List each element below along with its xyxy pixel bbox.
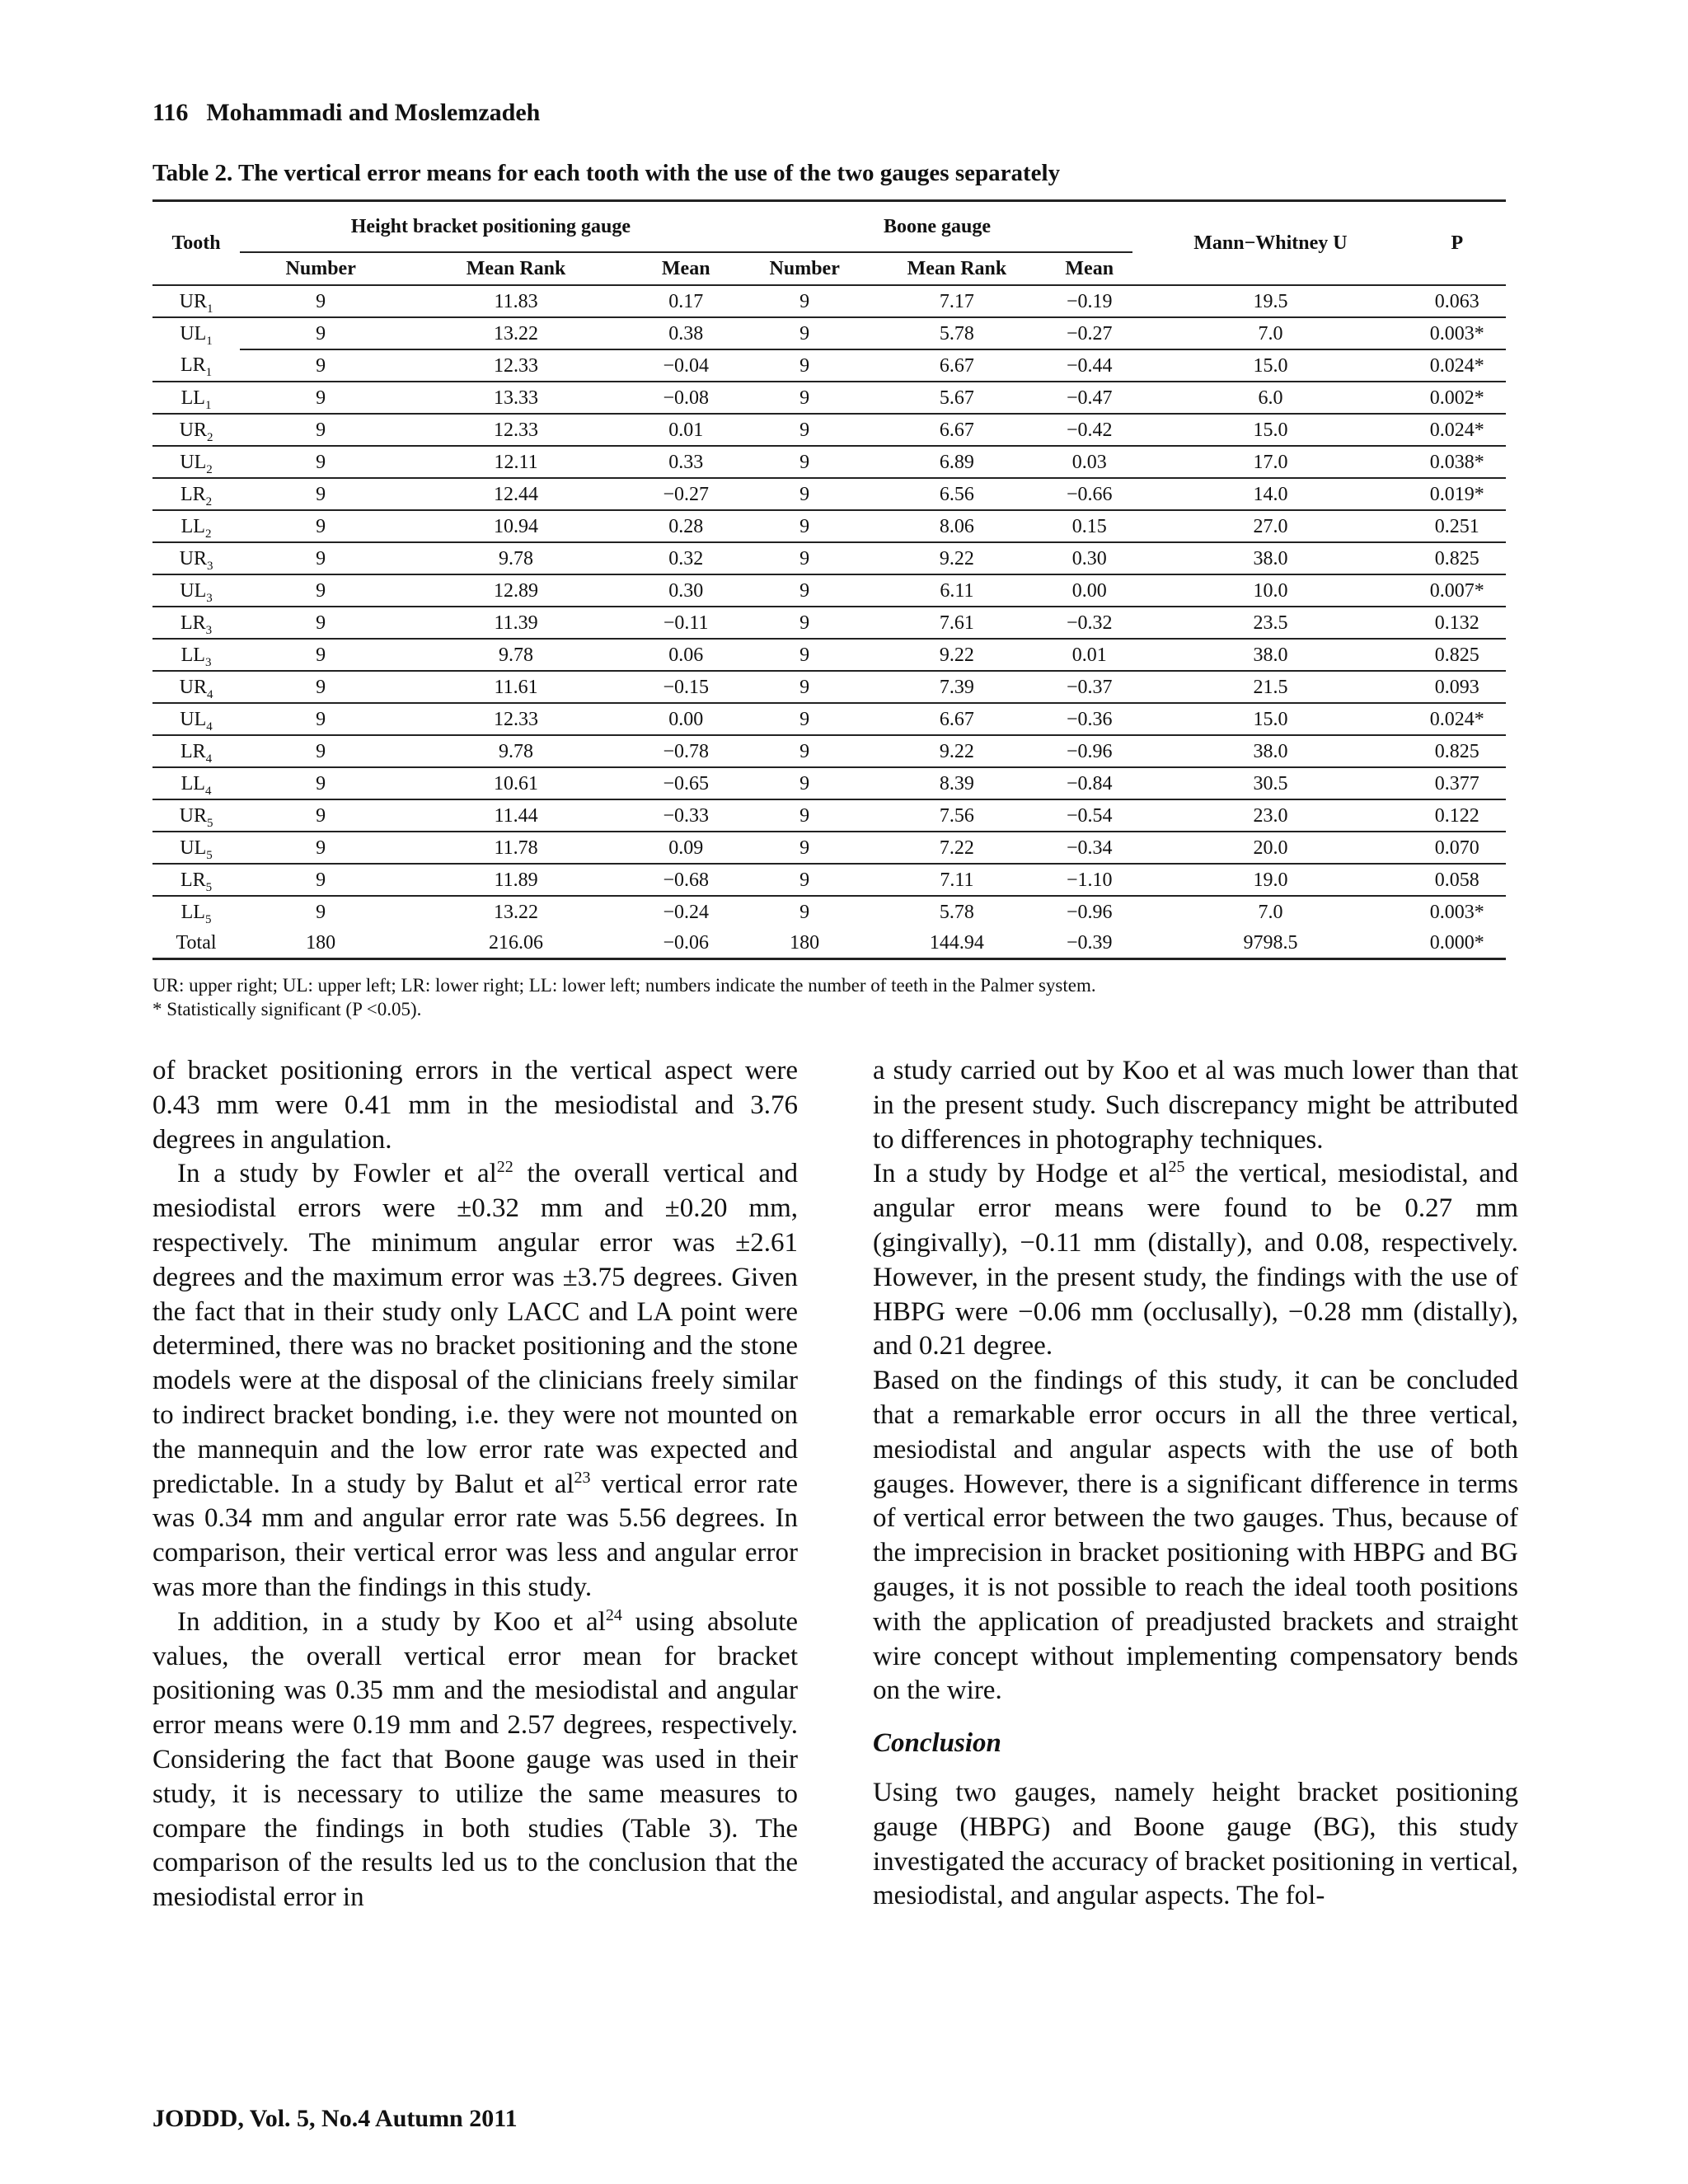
table-row [152, 607, 1506, 639]
cell-u: 17.0 [1132, 446, 1408, 478]
group-hbpg: Height bracket positioning gauge [240, 201, 742, 253]
cell-m2: −0.39 [1066, 931, 1113, 954]
citation-ref: 23 [574, 1468, 591, 1487]
cell-p: 0.003* [1409, 896, 1506, 927]
cell-u: 10.0 [1132, 574, 1408, 607]
cell-mr1: 11.78 [401, 832, 631, 864]
cell-mr1: 9.78 [401, 542, 631, 574]
cell-tooth [152, 285, 240, 317]
cell-m1: −0.78 [631, 735, 742, 767]
table-row [152, 574, 1506, 607]
cell-mr1: 13.33 [401, 382, 631, 414]
tooth-label: UL [180, 451, 207, 473]
cell-mr1: 11.89 [401, 864, 631, 896]
cell-mr2: 9.22 [868, 542, 1046, 574]
text-run: vertical error rate was 0.34 mm and angular error rate was 5.56 degrees. In comparison, their vertical error was less and angular error was more than the findings in this study. [152, 1469, 798, 1602]
cell-n2: 9 [742, 382, 868, 414]
cell-m1: −0.24 [631, 896, 742, 927]
cell-p: 0.063 [1409, 285, 1506, 317]
cell-mr1: 12.33 [401, 349, 631, 382]
cell-mr2: 6.89 [868, 446, 1046, 478]
col-mean: Mean [1065, 258, 1114, 279]
cell-tooth [152, 414, 240, 446]
cell-m2: −0.47 [1046, 382, 1132, 414]
cell-tooth [152, 542, 240, 574]
cell-m2: 0.03 [1046, 446, 1132, 478]
col-mwu: Mann−Whitney U [1193, 232, 1348, 254]
cell-n1: 9 [240, 317, 401, 349]
cell-mr1: 11.83 [401, 285, 631, 317]
cell-n1: 9 [240, 767, 401, 799]
cell-tooth [152, 864, 240, 896]
conclusion-text: Using two gauges, namely height bracket positioning gauge (HBPG) and Boone gauge (BG), this study investigated the accuracy of bracket positioning in vertical, mesiodistal, and angular aspects. The fol- [873, 1777, 1518, 1911]
cell-m1: 0.32 [631, 542, 742, 574]
cell-n2: 9 [742, 574, 868, 607]
table-row [152, 767, 1506, 799]
cell-n2: 9 [742, 832, 868, 864]
cell-u: 23.0 [1132, 799, 1408, 832]
cell-n2: 9 [742, 864, 868, 896]
cell-p: 0.007* [1409, 574, 1506, 607]
cell-m2: −0.84 [1046, 767, 1132, 799]
cell-m1: 0.17 [631, 285, 742, 317]
cell-m2: −0.19 [1046, 285, 1132, 317]
cell-p: 0.825 [1409, 639, 1506, 671]
tooth-number: 4 [205, 752, 213, 766]
tooth-label: UL [180, 579, 207, 602]
cell-tooth [152, 607, 240, 639]
paragraph [152, 1157, 798, 1605]
cell-m1: 0.30 [631, 574, 742, 607]
tooth-number: 3 [206, 559, 213, 573]
tooth-number: 4 [204, 784, 212, 798]
cell-mr1: 10.94 [401, 510, 631, 542]
cell-m1: −0.04 [631, 349, 742, 382]
cell-p: 0.019* [1409, 478, 1506, 510]
cell-m2: −0.36 [1046, 703, 1132, 735]
table-row [152, 864, 1506, 896]
cell-m1: −0.11 [631, 607, 742, 639]
cell-mr1: 9.78 [401, 639, 631, 671]
tooth-number: 2 [204, 527, 212, 541]
cell-n1: 9 [240, 607, 401, 639]
cell-m1: −0.65 [631, 767, 742, 799]
results-table [152, 199, 1506, 960]
cell-n2: 9 [742, 542, 868, 574]
cell-u: 7.0 [1132, 896, 1408, 927]
cell-m2: −1.10 [1046, 864, 1132, 896]
cell-m2: 0.00 [1046, 574, 1132, 607]
cell-mr1: 12.44 [401, 478, 631, 510]
cell-mr2: 6.67 [868, 349, 1046, 382]
citation-ref: 22 [496, 1158, 513, 1177]
cell-m2: −0.54 [1046, 799, 1132, 832]
cell-n1: 9 [240, 574, 401, 607]
tooth-label: LL [181, 644, 205, 666]
cell-tooth [152, 735, 240, 767]
cell-n1: 9 [240, 349, 401, 382]
table-row [152, 478, 1506, 510]
tooth-label: LL [181, 515, 205, 537]
cell-tooth [152, 317, 240, 349]
tooth-label: UL [180, 708, 207, 730]
cell-n2: 9 [742, 414, 868, 446]
table-row [152, 414, 1506, 446]
cell-m2: −0.34 [1046, 832, 1132, 864]
cell-mr2: 7.56 [868, 799, 1046, 832]
table-row [152, 317, 1506, 349]
cell-p: 0.825 [1409, 735, 1506, 767]
cell-tooth [152, 639, 240, 671]
table-row [152, 349, 1506, 382]
cell-u: 20.0 [1132, 832, 1408, 864]
cell-tooth [152, 832, 240, 864]
cell-n2: 9 [742, 607, 868, 639]
cell-m1: 0.00 [631, 703, 742, 735]
cell-u: 9798.5 [1243, 931, 1298, 954]
cell-mr2: 5.67 [868, 382, 1046, 414]
cell-u: 15.0 [1132, 703, 1408, 735]
cell-mr2: 7.17 [868, 285, 1046, 317]
cell-n2: 9 [742, 510, 868, 542]
cell-tooth [152, 799, 240, 832]
cell-m2: 0.30 [1046, 542, 1132, 574]
cell-p: 0.024* [1409, 703, 1506, 735]
cell-mr1: 12.33 [401, 414, 631, 446]
cell-n2: 9 [742, 671, 868, 703]
table-row [152, 639, 1506, 671]
cell-n2: 9 [742, 317, 868, 349]
group-boone: Boone gauge [742, 201, 1133, 253]
cell-p: 0.251 [1409, 510, 1506, 542]
text-run: In a study by Hodge et al [873, 1159, 1169, 1189]
cell-p: 0.024* [1409, 349, 1506, 382]
cell-mr1: 13.22 [401, 317, 631, 349]
cell-mr2: 6.67 [868, 414, 1046, 446]
cell-u: 6.0 [1132, 382, 1408, 414]
cell-p: 0.003* [1409, 317, 1506, 349]
tooth-label: LR [180, 740, 206, 762]
body-columns [152, 1054, 1518, 1915]
cell-u: 15.0 [1132, 349, 1408, 382]
running-header [152, 97, 1518, 129]
cell-m1: 0.06 [631, 639, 742, 671]
cell-mr2: 7.22 [868, 832, 1046, 864]
cell-tooth [152, 349, 240, 382]
cell-mr1: 11.44 [401, 799, 631, 832]
cell-mr2: 7.11 [868, 864, 1046, 896]
cell-tooth [152, 382, 240, 414]
conclusion-heading: Conclusion [873, 1728, 1001, 1759]
cell-n2: 9 [742, 446, 868, 478]
cell-m1: 0.09 [631, 832, 742, 864]
cell-mr2: 8.06 [868, 510, 1046, 542]
cell-p: 0.038* [1409, 446, 1506, 478]
tooth-label: LR [180, 869, 206, 891]
tooth-number: 5 [205, 880, 213, 894]
cell-tooth [152, 446, 240, 478]
tooth-number: 1 [206, 302, 213, 316]
tooth-number: 2 [206, 430, 213, 444]
text-run: In addition, in a study by Koo et al [177, 1606, 606, 1637]
cell-n1: 9 [240, 671, 401, 703]
cell-u: 30.5 [1132, 767, 1408, 799]
cell-u: 38.0 [1132, 542, 1408, 574]
cell-mr2: 5.78 [868, 317, 1046, 349]
journal-footer: JODDD, Vol. 5, No.4 Autumn 2011 [152, 2105, 518, 2132]
cell-m2: 0.01 [1046, 639, 1132, 671]
cell-tooth [152, 703, 240, 735]
footnote-abbrev: UR: upper right; UL: upper left; LR: lower right; LL: lower left; numbers indicate the number of teeth in the Palmer system. [152, 975, 1096, 996]
page-number: 116 [152, 99, 189, 126]
tooth-number: 4 [206, 719, 213, 733]
cell-u: 19.0 [1132, 864, 1408, 896]
tooth-label: LL [181, 901, 205, 923]
cell-mr1: 10.61 [401, 767, 631, 799]
col-p: P [1451, 232, 1464, 254]
table-row [152, 735, 1506, 767]
cell-u: 7.0 [1132, 317, 1408, 349]
cell-u: 38.0 [1132, 639, 1408, 671]
text-run: using absolute values, the overall vertical error mean for bracket positioning was 0.35 mm and the mesiodistal and angular error means were 0.19 mm and 2.57 degrees, respectively. Considering the fact that Boone gauge was used in their study, it is necessary to utilize the same measures to compare the findings in both studies (Table 3). The comparison of the results led us to the conclusion that the mesiodistal error in [152, 1606, 798, 1913]
cell-n1: 9 [240, 285, 401, 317]
cell-n1: 9 [240, 896, 401, 927]
cell-m1: −0.15 [631, 671, 742, 703]
col-tooth: Tooth [171, 232, 221, 254]
cell-n1: 9 [240, 446, 401, 478]
cell-n1: 9 [240, 703, 401, 735]
tooth-label: UR [179, 547, 207, 569]
cell-mr1: 216.06 [489, 931, 544, 954]
cell-n1: 9 [240, 735, 401, 767]
cell-n1: 9 [240, 414, 401, 446]
cell-u: 27.0 [1132, 510, 1408, 542]
cell-m1: −0.27 [631, 478, 742, 510]
tooth-label: UL [180, 837, 207, 859]
cell-m2: −0.42 [1046, 414, 1132, 446]
cell-n2: 9 [742, 349, 868, 382]
cell-m1: −0.68 [631, 864, 742, 896]
cell-p: 0.058 [1409, 864, 1506, 896]
cell-m1: −0.08 [631, 382, 742, 414]
cell-tooth [152, 767, 240, 799]
tooth-label: UR [179, 676, 207, 698]
cell-mr2: 6.11 [868, 574, 1046, 607]
table-row [152, 703, 1506, 735]
cell-mr1: 13.22 [401, 896, 631, 927]
tooth-label: UR [179, 419, 207, 441]
cell-p: 0.093 [1409, 671, 1506, 703]
cell-n1: 9 [240, 864, 401, 896]
cell-mr2: 9.22 [868, 639, 1046, 671]
cell-m2: −0.66 [1046, 478, 1132, 510]
tooth-label: LL [181, 772, 205, 794]
table-row [152, 896, 1506, 927]
cell-n2: 9 [742, 799, 868, 832]
text-run: the overall vertical and mesiodistal errors were ±0.32 mm and ±0.20 mm, respectively. The minimum angular error was ±2.61 degrees and the maximum error was ±3.75 degrees. Given the fact that in their study only LACC and LA point were determined, there was no bracket positioning and the stone models were at the disposal of the clinicians freely similar to indirect bracket bonding, i.e. they were not mounted on the mannequin and the low error rate was expected and predictable. In a study by Balut et al [152, 1159, 798, 1499]
cell-n2: 9 [742, 639, 868, 671]
cell-tooth [152, 671, 240, 703]
tooth-number: 1 [205, 365, 213, 379]
cell-m1: −0.33 [631, 799, 742, 832]
cell-mr1: 11.61 [401, 671, 631, 703]
text-run: of bracket positioning errors in the vertical aspect were 0.43 mm were 0.41 mm in the mesiodistal and 3.76 degrees in angulation. [152, 1056, 798, 1155]
cell-mr1: 9.78 [401, 735, 631, 767]
cell-n2: 9 [742, 285, 868, 317]
tooth-number: 5 [206, 816, 213, 830]
cell-m2: −0.32 [1046, 607, 1132, 639]
left-column [152, 1054, 798, 1915]
tooth-number: 5 [204, 912, 212, 926]
citation-ref: 25 [1168, 1158, 1185, 1177]
cell-mr1: 12.89 [401, 574, 631, 607]
tooth-label: LR [180, 483, 206, 505]
table-row [152, 542, 1506, 574]
tooth-number: 3 [205, 623, 213, 637]
cell-mr2: 6.56 [868, 478, 1046, 510]
cell-mr2: 5.78 [868, 896, 1046, 927]
tooth-number: 2 [206, 462, 213, 476]
text-run: a study carried out by Koo et al was much lower than that in the present study. Such discrepancy might be attributed to differences in photography techniques. [873, 1056, 1518, 1155]
citation-ref: 24 [605, 1605, 622, 1624]
cell-m2: 0.15 [1046, 510, 1132, 542]
cell-p: 0.122 [1409, 799, 1506, 832]
paragraph [152, 1605, 798, 1915]
paragraph [873, 1157, 1518, 1364]
cell-n2: 9 [742, 767, 868, 799]
table-row [152, 382, 1506, 414]
table-row [152, 510, 1506, 542]
cell-u: 21.5 [1132, 671, 1408, 703]
cell-mr1: 11.39 [401, 607, 631, 639]
cell-mr1: 12.33 [401, 703, 631, 735]
tooth-number: 3 [204, 655, 212, 669]
cell-m1: 0.33 [631, 446, 742, 478]
cell-u: 23.5 [1132, 607, 1408, 639]
text-run: In a study by Fowler et al [177, 1159, 497, 1189]
table-title: Table 2. The vertical error means for each tooth with the use of the two gauges separately [152, 160, 1061, 186]
cell-m1: 0.38 [631, 317, 742, 349]
authors: Mohammadi and Moslemzadeh [206, 99, 541, 126]
table-row [152, 799, 1506, 832]
cell-p: 0.825 [1409, 542, 1506, 574]
tooth-label: LL [181, 387, 205, 409]
cell-n1: 9 [240, 799, 401, 832]
tooth-number: 4 [206, 687, 213, 701]
cell-p: 0.024* [1409, 414, 1506, 446]
cell-n2: 9 [742, 735, 868, 767]
cell-m2: −0.37 [1046, 671, 1132, 703]
tooth-number: 2 [205, 494, 213, 509]
cell-n2: 9 [742, 478, 868, 510]
col-number: Number [769, 258, 840, 279]
cell-m2: −0.96 [1046, 735, 1132, 767]
cell-p: 0.000* [1429, 931, 1484, 954]
cell-n1: 9 [240, 832, 401, 864]
cell-m2: −0.44 [1046, 349, 1132, 382]
table-row [152, 285, 1506, 317]
cell-mr2: 9.22 [868, 735, 1046, 767]
tooth-number: 1 [206, 334, 213, 348]
cell-p: 0.002* [1409, 382, 1506, 414]
cell-n1: 180 [306, 931, 336, 954]
tooth-label: UL [180, 323, 207, 344]
table-row [152, 671, 1506, 703]
tooth-number: 3 [206, 591, 213, 605]
cell-n2: 9 [742, 896, 868, 927]
tooth-label: UR [179, 290, 207, 312]
cell-u: 14.0 [1132, 478, 1408, 510]
cell-mr2: 8.39 [868, 767, 1046, 799]
cell-p: 0.070 [1409, 832, 1506, 864]
cell-u: 15.0 [1132, 414, 1408, 446]
cell-tooth [152, 510, 240, 542]
cell-m1: −0.06 [663, 931, 709, 954]
cell-tooth [152, 574, 240, 607]
table-row [152, 927, 1506, 959]
tooth-label: LR [180, 354, 206, 376]
col-mean-rank: Mean Rank [466, 258, 566, 279]
cell-m1: 0.28 [631, 510, 742, 542]
cell-m2: −0.27 [1046, 317, 1132, 349]
cell-tooth [152, 896, 240, 927]
cell-tooth [152, 927, 240, 959]
cell-n1: 9 [240, 542, 401, 574]
text-run: Based on the findings of this study, it can be concluded that a remarkable error occurs in all the three vertical, mesiodistal and angular aspects with the use of both gauges. However, there is a significant difference in terms of vertical error between the two gauges. Thus, because of the imprecision in bracket positioning with HBPG and BG gauges, it is not possible to reach the ideal tooth positions with the application of preadjusted brackets and straight wire concept without implementing compensatory bends on the wire. [873, 1366, 1518, 1706]
cell-n1: 9 [240, 382, 401, 414]
col-mean-rank: Mean Rank [907, 258, 1007, 279]
right-column [873, 1054, 1518, 1915]
cell-n2: 180 [790, 931, 820, 954]
cell-u: 19.5 [1132, 285, 1408, 317]
col-mean: Mean [661, 258, 710, 279]
cell-m1: 0.01 [631, 414, 742, 446]
cell-m2: −0.96 [1046, 896, 1132, 927]
cell-mr2: 144.94 [929, 931, 984, 954]
table-row [152, 832, 1506, 864]
cell-n2: 9 [742, 703, 868, 735]
cell-tooth [152, 478, 240, 510]
table-row [152, 446, 1506, 478]
col-number: Number [285, 258, 356, 279]
cell-n1: 9 [240, 478, 401, 510]
cell-mr2: 6.67 [868, 703, 1046, 735]
cell-mr2: 7.61 [868, 607, 1046, 639]
cell-n1: 9 [240, 639, 401, 671]
tooth-label: Total [176, 931, 217, 954]
cell-mr2: 7.39 [868, 671, 1046, 703]
tooth-label: UR [179, 804, 207, 827]
cell-mr1: 12.11 [401, 446, 631, 478]
tooth-number: 1 [204, 398, 212, 412]
tooth-label: LR [180, 612, 206, 634]
footnote-significance: * Statistically significant (P <0.05). [152, 999, 422, 1019]
cell-p: 0.132 [1409, 607, 1506, 639]
paragraph [873, 1054, 1518, 1157]
cell-n1: 9 [240, 510, 401, 542]
paragraph [873, 1364, 1518, 1708]
paragraph [152, 1054, 798, 1157]
cell-u: 38.0 [1132, 735, 1408, 767]
cell-p: 0.377 [1409, 767, 1506, 799]
text-run: the vertical, mesiodistal, and angular error means were found to be 0.27 mm (gingivally), −0.11 mm (distally), and 0.08, respectively. However, in the present study, the findings with the use of HBPG were −0.06 mm (occlusally), −0.28 mm (distally), and 0.21 degree. [873, 1159, 1518, 1361]
table-footnotes [152, 973, 1518, 1021]
tooth-number: 5 [206, 848, 213, 862]
